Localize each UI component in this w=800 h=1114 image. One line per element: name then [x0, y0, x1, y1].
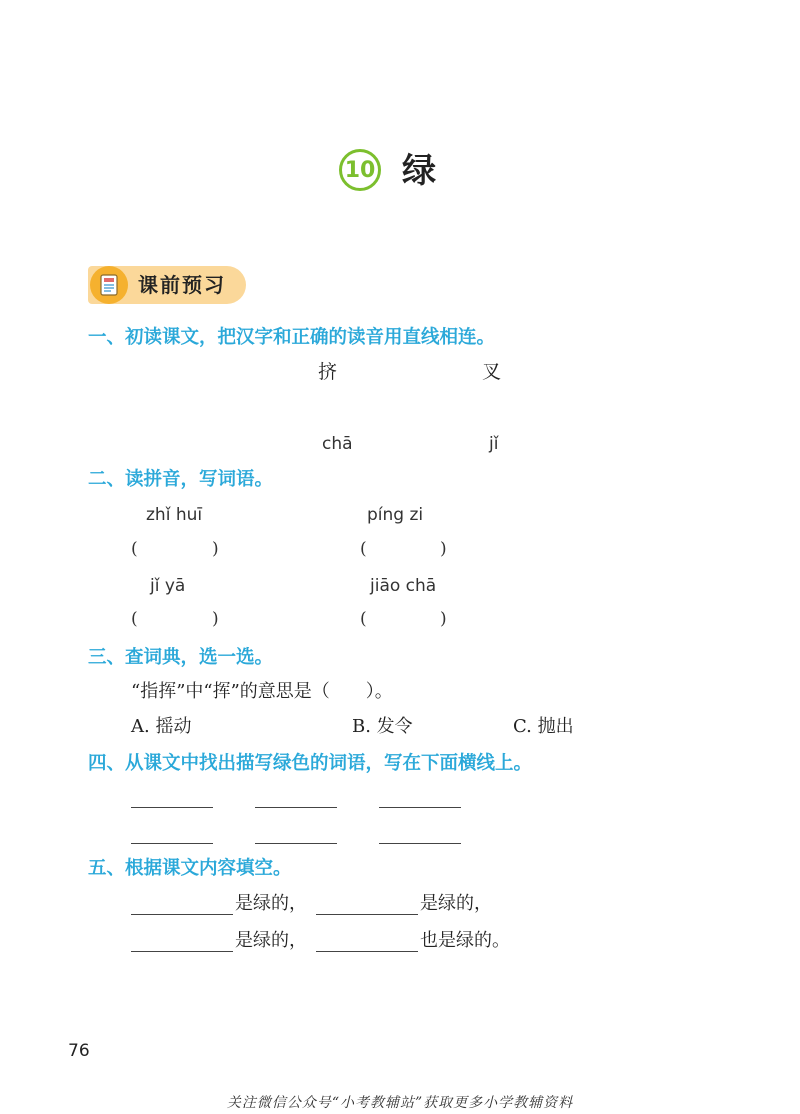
q2-pinyin-2: píng zi	[367, 505, 424, 525]
q4-answer-line[interactable]	[255, 843, 337, 844]
q4-answer-line[interactable]	[131, 807, 213, 808]
q1-pinyin-1: chā	[322, 434, 353, 454]
q1-pinyin-2: jǐ	[489, 434, 499, 454]
q5-blank-line[interactable]	[316, 914, 418, 915]
q2-paren-left-1: (	[131, 539, 138, 559]
q3-option-b: B. 发令	[352, 716, 413, 737]
section-banner-label: 课前预习	[138, 273, 226, 297]
lesson-number: 10	[344, 157, 376, 183]
q4-heading: 四、从课文中找出描写绿色的词语，写在下面横线上。	[88, 753, 533, 774]
q5-line1-text-1: 是绿的，	[235, 893, 307, 914]
q2-paren-left-2: (	[360, 539, 367, 559]
q4-answer-line[interactable]	[255, 807, 337, 808]
q1-char-1: 挤	[318, 361, 338, 383]
q2-paren-right-4: )	[440, 609, 447, 629]
q2-paren-right-3: )	[212, 609, 219, 629]
q1-char-2: 叉	[482, 361, 502, 383]
q4-answer-line[interactable]	[379, 843, 461, 844]
q5-blank-line[interactable]	[131, 914, 233, 915]
q2-paren-left-4: (	[360, 609, 367, 629]
q5-blank-line[interactable]	[131, 951, 233, 952]
q5-blank-line[interactable]	[316, 951, 418, 952]
q3-option-c: C. 抛出	[513, 716, 574, 737]
q2-pinyin-1: zhǐ huī	[146, 505, 203, 525]
q2-paren-right-1: )	[212, 539, 219, 559]
q3-option-a: A. 摇动	[131, 716, 192, 737]
lesson-number-badge	[339, 149, 381, 191]
q1-heading: 一、初读课文，把汉字和正确的读音用直线相连。	[88, 327, 496, 348]
book-icon	[90, 266, 128, 304]
page-number: 76	[68, 1041, 90, 1061]
q2-pinyin-4: jiāo chā	[370, 576, 437, 596]
q2-heading: 二、读拼音，写词语。	[88, 469, 274, 490]
q5-line2-text-2: 也是绿的。	[420, 930, 510, 951]
q5-line2-text-1: 是绿的，	[235, 930, 307, 951]
q2-pinyin-3: jǐ yā	[150, 576, 186, 596]
q5-heading: 五、根据课文内容填空。	[88, 858, 292, 879]
q2-paren-right-2: )	[440, 539, 447, 559]
q2-paren-left-3: (	[131, 609, 138, 629]
lesson-title: 绿	[402, 151, 436, 191]
q4-answer-line[interactable]	[131, 843, 213, 844]
q5-line1-text-2: 是绿的，	[420, 893, 492, 914]
footer-note: 关注微信公众号“小考教辅站”获取更多小学教辅资料	[226, 1095, 574, 1111]
q3-question: “指挥”中“挥”的意思是（ ）。	[131, 681, 393, 702]
q4-answer-line[interactable]	[379, 807, 461, 808]
q3-heading: 三、查词典，选一选。	[88, 647, 274, 668]
